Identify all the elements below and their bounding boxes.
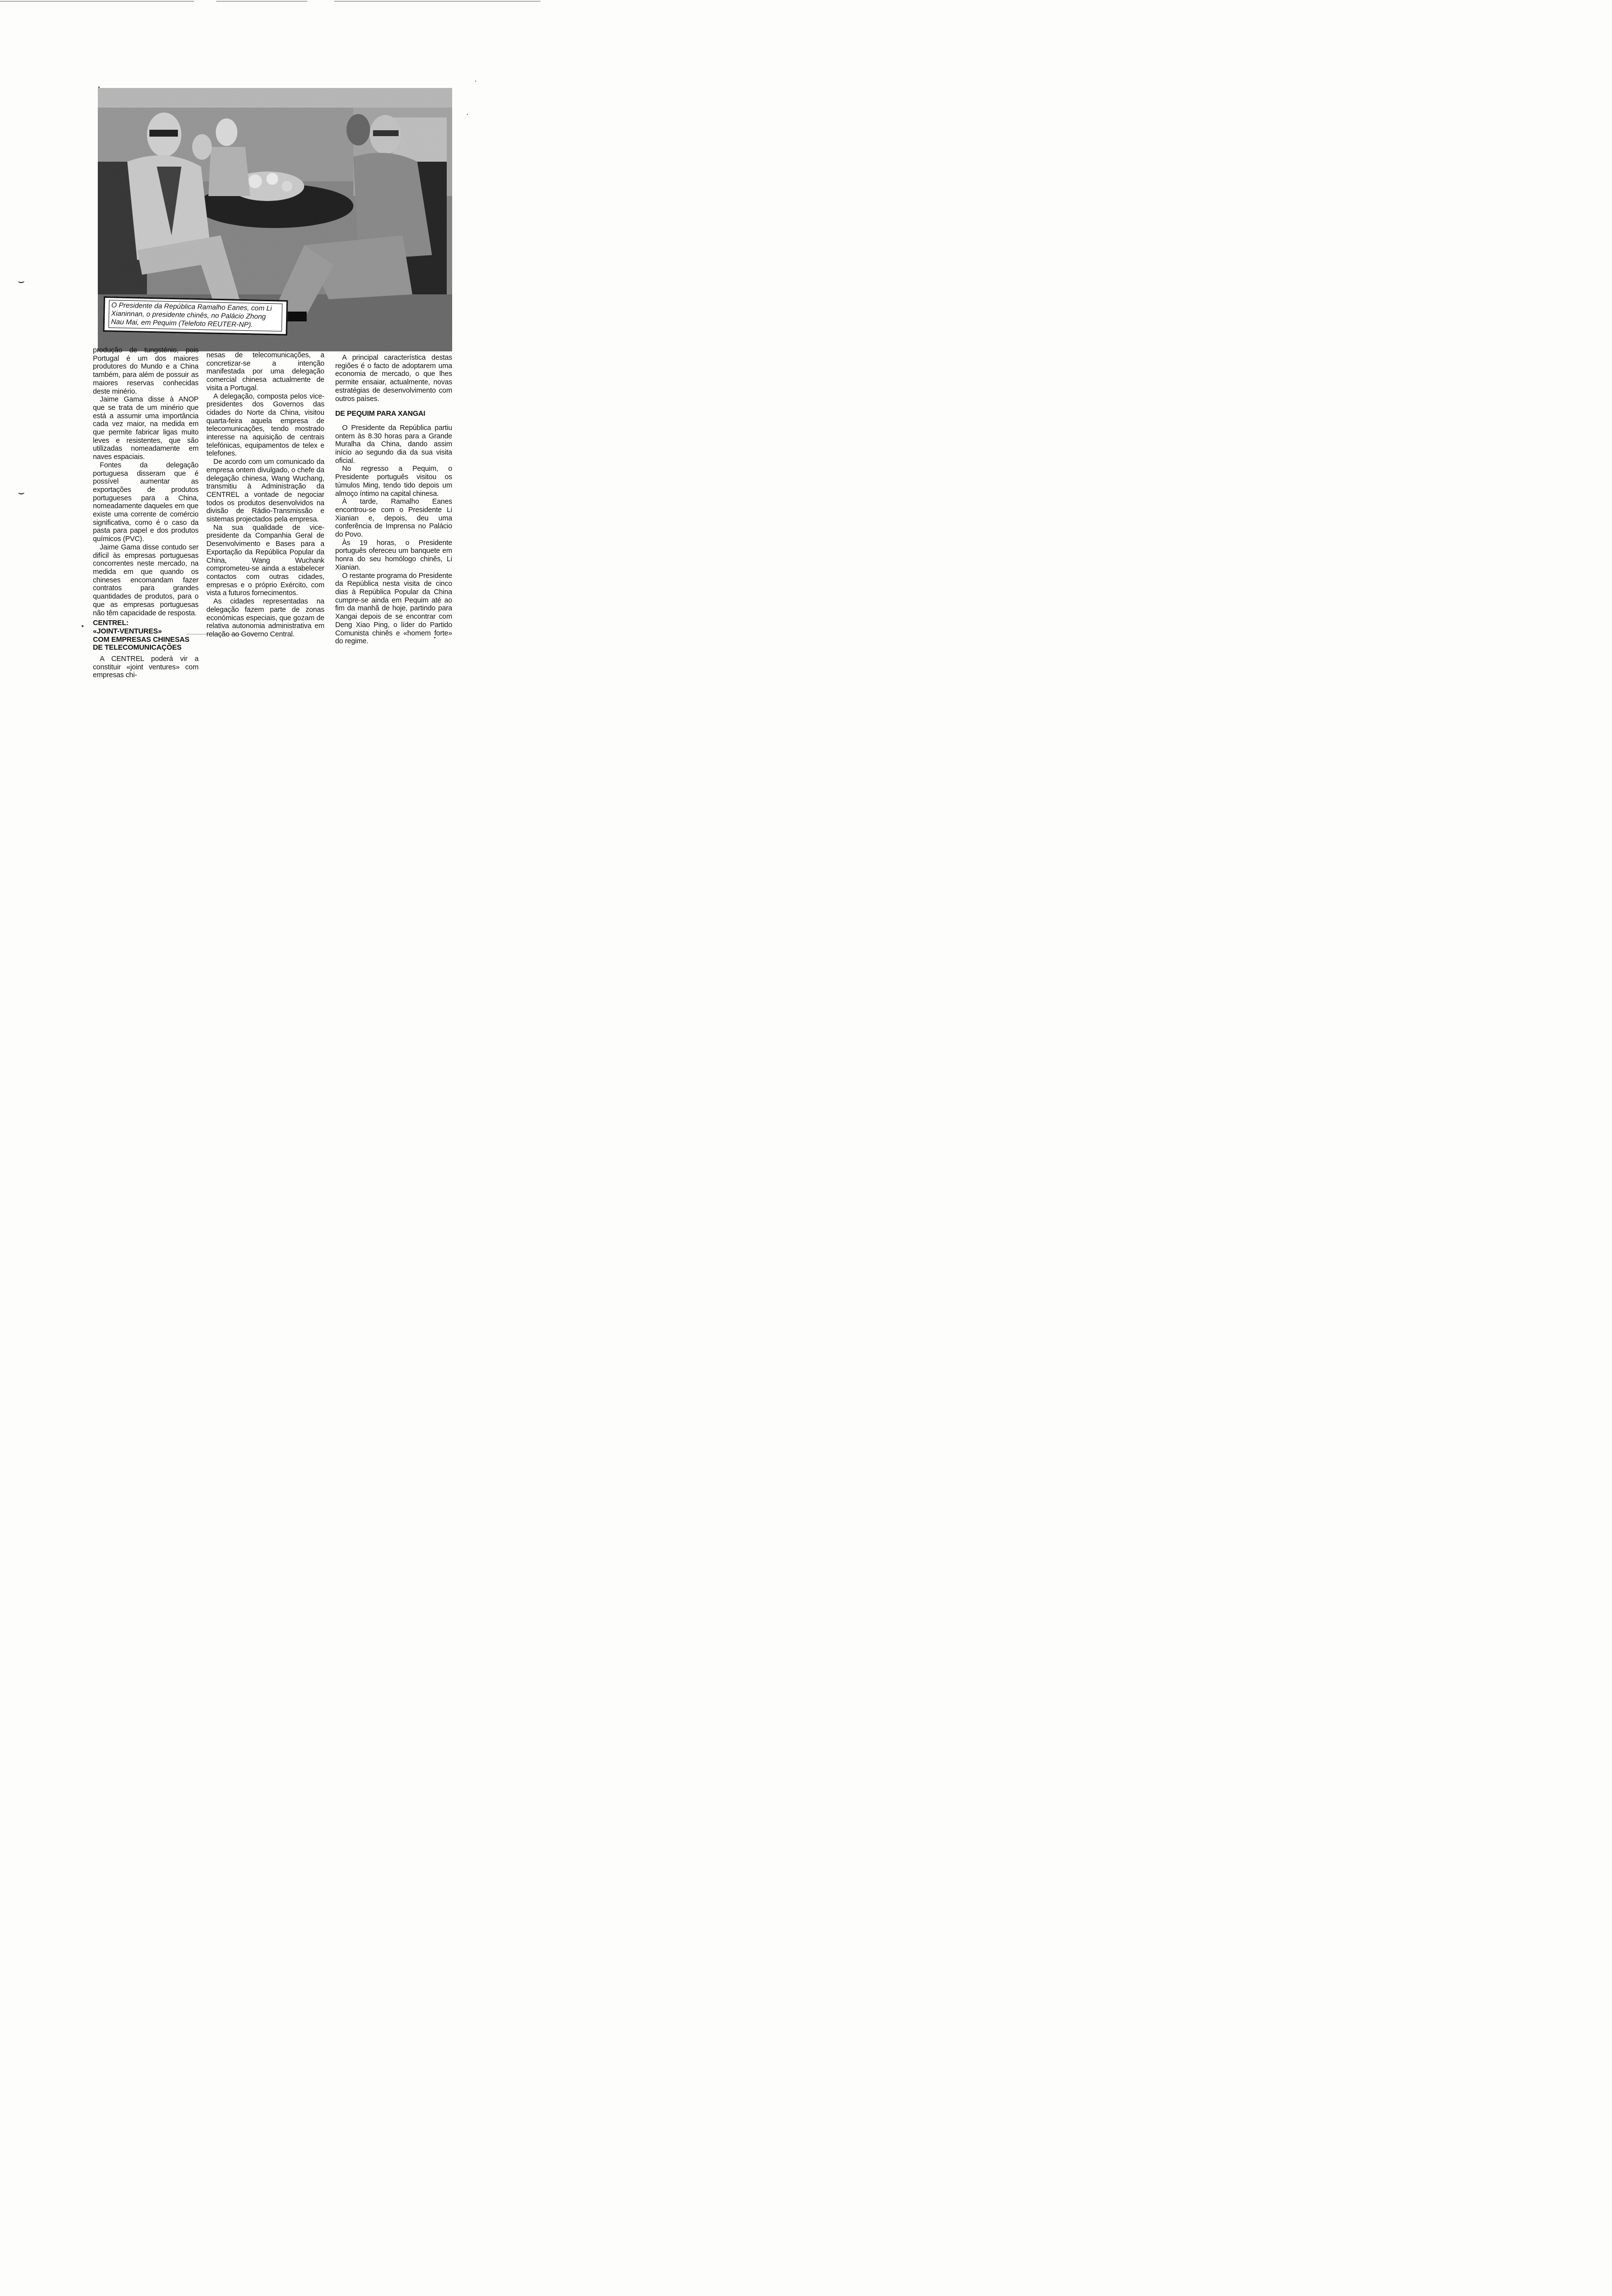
- paragraph: A CENTREL poderá vir a constituir «joint ventures» com empresas chi-: [93, 655, 199, 680]
- paragraph: Jaime Gama disse à ANOP que se trata de um minério que está a assumir uma importância cada vez maior, na medida em que permite fabricar ligas muito leves e resistentes, que são utilizadas nomeadamente em naves espaciais.: [93, 396, 199, 461]
- paragraph: Fontes da delegação portuguesa disseram que é possível aumentar as exportações de produtos portugueses para a China, nomeadamente daqueles em que existe uma corrente de comércio significativa, como é o caso da pasta para papel e dos produtos químicos (PVC).: [93, 461, 199, 544]
- article-column-2: [206, 351, 324, 639]
- photo-caption: [103, 296, 288, 336]
- paragraph: No regresso a Pequim, o Presidente português visitou os túmulos Ming, tendo tido depois um almoço íntimo na capital chinesa.: [335, 465, 452, 498]
- heading-line: COM EMPRESAS CHINESAS: [93, 635, 190, 644]
- paragraph: nesas de telecomunicações, a concretizar-se a intenção manifestada por uma delegação comercial chinesa actualmente de visita a Portugal.: [206, 351, 324, 392]
- paragraph: Na sua qualidade de vice-presidente da Companhia Geral de Desenvolvimento e Bases para a Exportação da República Popular da China, Wang Wuchank comprometeu-se ainda a estabelecer contactos com outras cidades, empresas e o próprio Exército, com vista a futuros fornecimentos.: [206, 523, 324, 598]
- margin-mark-top: ⌣: [18, 275, 25, 287]
- scan-speck: [82, 625, 84, 627]
- heading-line: DE TELECOMUNICAÇÕES: [93, 644, 182, 652]
- scan-speck: [475, 81, 476, 82]
- paragraph: Jaime Gama disse contudo ser difícil às empresas portuguesas concorrentes neste mercado, na medida em que quando os chineses encomandam fazer contratos para grandes quantidades de produtos, para o que as empresas portuguesas não têm capacidade de resposta.: [93, 543, 199, 617]
- article-column-1: [93, 346, 199, 680]
- margin-mark-bottom: ⌣: [18, 487, 25, 499]
- paragraph: O restante programa do Presidente da República nesta visita de cinco dias à República Popular da China cumpre-se ainda em Pequim até ao fim da manhã de hoje, partindo para Xangai depois de se encontrar com Deng Xiao Ping, o líder do Partido Comunista chinês e «homem forte» do regime.: [335, 572, 452, 646]
- scan-speck: [467, 114, 468, 115]
- paragraph: O Presidente da República partiu ontem às 8.30 horas para a Grande Muralha da China, dando assim início ao segundo dia da sua visita oficial.: [335, 424, 452, 465]
- article-column-3: [335, 354, 452, 646]
- paragraph: produção de tungsténio, pois Portugal é um dos maiores produtores do Mundo e a China também, para além de possuir as maiores reservas conhecidas deste minério.: [93, 346, 199, 396]
- paragraph: Às 19 horas, o Presidente português ofereceu um banquete em honra do seu homólogo chinês, Li Xianian.: [335, 539, 452, 572]
- paragraph: A principal característica destas regiões é o facto de adoptarem uma economia de mercado, o que lhes permite ensaiar, actualmente, novas estratégias de desenvolvimento com outros países.: [335, 354, 452, 403]
- paragraph: A delegação, composta pelos vice-presidentes dos Governos das cidades do Norte da China, visitou quarta-feira aquela empresa de telecomunicações, tendo mostrado interesse na aquisição de centrais telefónicas, equipamentos de telex e telefones.: [206, 392, 324, 458]
- section-heading-centrel: [93, 619, 199, 652]
- heading-line: «JOINT-VENTURES»: [93, 627, 162, 635]
- paragraph: À tarde, Ramalho Eanes encontrou-se com o Presidente Li Xianian e, depois, deu uma conferência de Imprensa no Palácio do Povo.: [335, 498, 452, 539]
- photo-caption-text: O Presidente da República Ramalho Eanes, com Li Xianinnan, o presidente chinês, no Palácio Zhong Nau Mai, em Pequim (Telefoto REUTER-NP).: [109, 300, 283, 331]
- section-heading-xangai: DE PEQUIM PARA XANGAI: [335, 410, 426, 418]
- paragraph: As cidades representadas na delegação fazem parte de zonas económicas especiais, que gozam de relativa autonomia administrativa em relação ao Governo Central.: [206, 598, 324, 638]
- paragraph: De acordo com um comunicado da empresa ontem divulgado, o chefe da delegação chinesa, Wang Wuchang, transmitiu à Administração da CENTREL a vontade de negociar todos os produtos desenvolvidos na divisão de Rádio-Transmissão e sistemas projectados pela empresa.: [206, 458, 324, 524]
- heading-line: CENTREL:: [93, 619, 129, 628]
